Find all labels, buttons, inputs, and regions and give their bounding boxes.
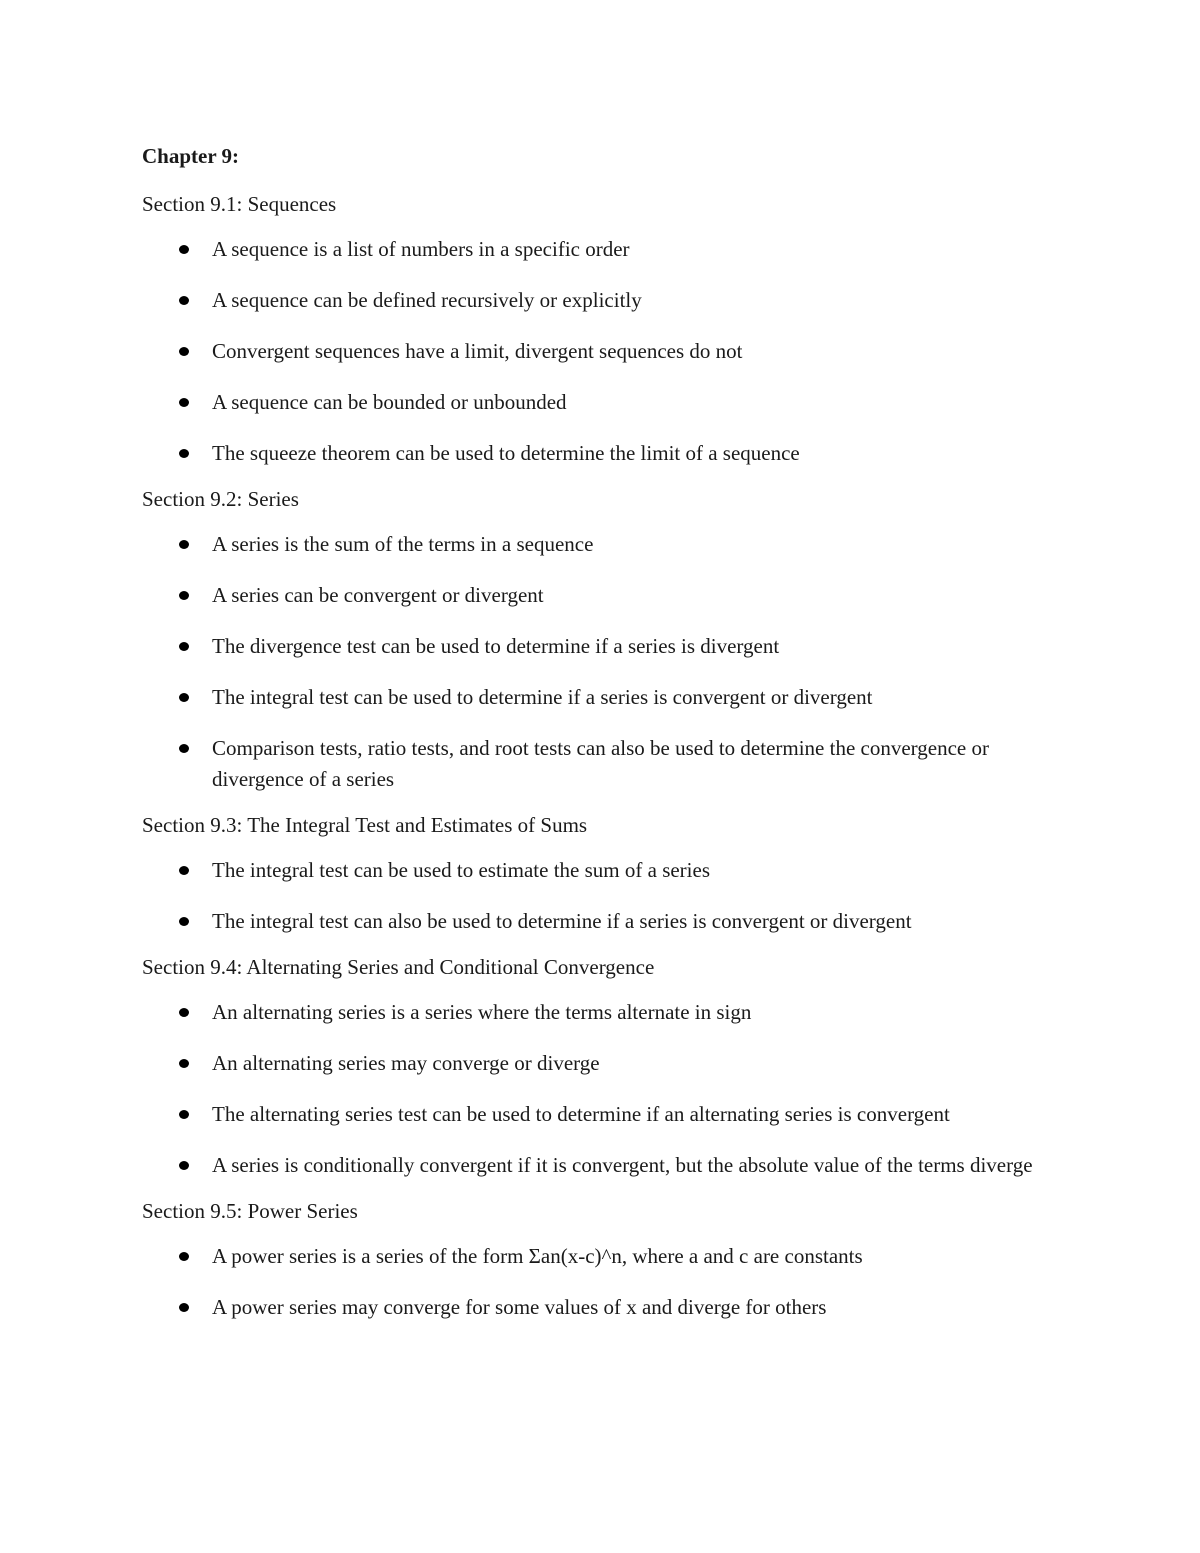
bullet-icon xyxy=(179,1252,189,1261)
bullet-icon xyxy=(179,245,189,254)
bullet-list-9-4 xyxy=(142,997,1072,1181)
bullet-text: An alternating series may converge or diverge xyxy=(212,1051,600,1075)
bullet-icon xyxy=(179,1110,189,1119)
list-item xyxy=(142,438,1072,469)
bullet-icon xyxy=(179,693,189,702)
bullet-list-9-1 xyxy=(142,234,1072,469)
bullet-icon xyxy=(179,917,189,926)
section-heading-9-4: Section 9.4: Alternating Series and Conditional Convergence xyxy=(142,955,655,979)
bullet-icon xyxy=(179,398,189,407)
bullet-icon xyxy=(179,1161,189,1170)
bullet-text: Convergent sequences have a limit, divergent sequences do not xyxy=(212,339,743,363)
bullet-icon xyxy=(179,642,189,651)
list-item xyxy=(142,631,1072,662)
bullet-text: A series is conditionally convergent if it is convergent, but the absolute value of the terms diverge xyxy=(212,1153,1033,1177)
bullet-text: The divergence test can be used to determine if a series is divergent xyxy=(212,634,780,658)
list-item xyxy=(142,1150,1072,1181)
section-heading-9-5: Section 9.5: Power Series xyxy=(142,1199,358,1223)
bullet-icon xyxy=(179,347,189,356)
section-heading-9-2: Section 9.2: Series xyxy=(142,487,299,511)
list-item xyxy=(142,997,1072,1028)
bullet-text: A sequence can be defined recursively or explicitly xyxy=(212,288,642,312)
document-page xyxy=(142,138,1072,1337)
bullet-icon xyxy=(179,540,189,549)
bullet-text: The integral test can be used to estimate the sum of a series xyxy=(212,858,711,882)
bullet-text: An alternating series is a series where the terms alternate in sign xyxy=(212,1000,752,1024)
list-item xyxy=(142,387,1072,418)
bullet-text: A series is the sum of the terms in a sequence xyxy=(212,532,594,556)
bullet-text: The squeeze theorem can be used to determine the limit of a sequence xyxy=(212,441,800,465)
list-item xyxy=(142,336,1072,367)
list-item xyxy=(142,1048,1072,1079)
bullet-text: A series can be convergent or divergent xyxy=(212,583,544,607)
bullet-text: A power series is a series of the form Σan(x-c)^n, where a and c are constants xyxy=(212,1244,863,1268)
section-heading-9-3: Section 9.3: The Integral Test and Estimates of Sums xyxy=(142,813,588,837)
bullet-text: A power series may converge for some values of x and diverge for others xyxy=(212,1295,827,1319)
bullet-text: The integral test can also be used to determine if a series is convergent or divergent xyxy=(212,909,912,933)
list-item xyxy=(142,733,1072,795)
list-item xyxy=(142,529,1072,560)
bullet-text: Comparison tests, ratio tests, and root tests can also be used to determine the convergence or divergence of a series xyxy=(212,736,989,791)
bullet-icon xyxy=(179,1059,189,1068)
bullet-text: A sequence is a list of numbers in a specific order xyxy=(212,237,630,261)
bullet-text: The alternating series test can be used to determine if an alternating series is convergent xyxy=(212,1102,950,1126)
list-item xyxy=(142,906,1072,937)
bullet-icon xyxy=(179,296,189,305)
bullet-text: The integral test can be used to determine if a series is convergent or divergent xyxy=(212,685,873,709)
bullet-icon xyxy=(179,1303,189,1312)
bullet-icon xyxy=(179,744,189,753)
bullet-list-9-2 xyxy=(142,529,1072,795)
list-item xyxy=(142,580,1072,611)
list-item xyxy=(142,1099,1072,1130)
bullet-text: A sequence can be bounded or unbounded xyxy=(212,390,567,414)
bullet-icon xyxy=(179,449,189,458)
section-heading-9-1: Section 9.1: Sequences xyxy=(142,192,337,216)
bullet-icon xyxy=(179,866,189,875)
bullet-icon xyxy=(179,591,189,600)
list-item xyxy=(142,285,1072,316)
list-item xyxy=(142,1241,1072,1272)
list-item xyxy=(142,1292,1072,1323)
chapter-title: Chapter 9: xyxy=(142,144,240,168)
bullet-icon xyxy=(179,1008,189,1017)
list-item xyxy=(142,234,1072,265)
bullet-list-9-5 xyxy=(142,1241,1072,1323)
bullet-list-9-3 xyxy=(142,855,1072,937)
list-item xyxy=(142,682,1072,713)
list-item xyxy=(142,855,1072,886)
